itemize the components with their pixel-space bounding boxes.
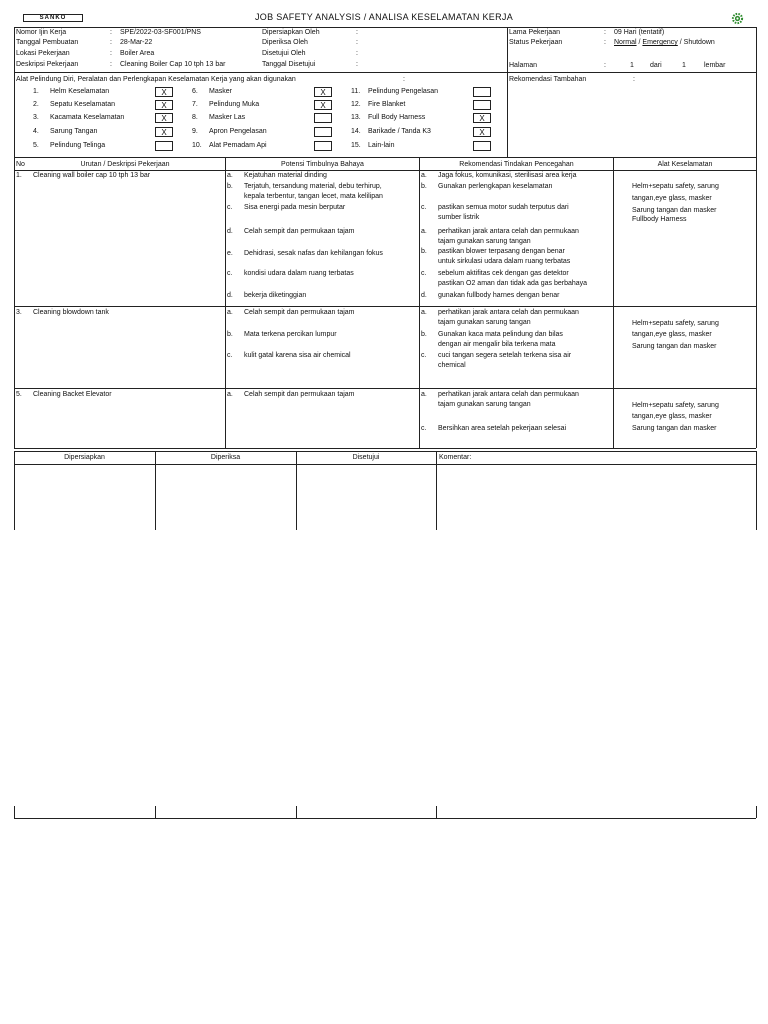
recommendation-key: a.	[421, 228, 427, 235]
recommendation-key: a.	[421, 391, 427, 398]
recommendation-text: chemical	[438, 362, 466, 369]
signoff-checked-header: Diperiksa	[210, 454, 241, 461]
safety-tool-text: Fullbody Harness	[632, 216, 687, 223]
col-header-hazard: Potensi Timbulnya Bahaya	[281, 161, 364, 168]
apd-checkbox: X	[155, 113, 173, 123]
apd-item-number: 10.	[192, 142, 202, 149]
apd-item-number: 9.	[192, 128, 198, 135]
hazard-text: Dehidrasi, sesak nafas dan kehilangan fokus	[244, 250, 383, 257]
apd-item-label: Full Body Harness	[368, 114, 426, 121]
row-number: 5.	[16, 391, 22, 398]
info-value: 09 Hari (tentatif)	[614, 29, 665, 36]
apd-item-number: 15.	[351, 142, 361, 149]
safety-tool-text: Sarung tangan dan masker	[632, 207, 717, 214]
recommendation-text: sumber listrik	[438, 214, 480, 221]
recommendation-text: gunakan fullbody harnes dengan benar	[438, 292, 560, 299]
apd-item-label: Fire Blanket	[368, 101, 406, 108]
gear-logo-icon	[731, 12, 744, 25]
rekomendasi-label: Rekomendasi Tambahan	[509, 76, 587, 83]
hazard-text: Mata terkena percikan lumpur	[244, 331, 337, 338]
recommendation-key: b.	[421, 183, 427, 190]
page-number: 1	[630, 62, 634, 69]
row-number: 3.	[16, 309, 22, 316]
recommendation-text: tajam gunakan sarung tangan	[438, 238, 531, 245]
status-normal: Normal	[614, 39, 637, 46]
apd-checkbox: X	[314, 87, 332, 97]
apd-item-number: 3.	[33, 114, 39, 121]
info-value: Cleaning Boiler Cap 10 tph 13 bar	[120, 61, 226, 68]
recommendation-text: dengan air mengalir bila terkena mata	[438, 341, 556, 348]
safety-tool-text: tangan,eye glass, masker	[632, 195, 712, 202]
hazard-key: c.	[227, 352, 233, 359]
info-label: Status Pekerjaan	[509, 39, 563, 46]
apd-item-number: 14.	[351, 128, 361, 135]
safety-tool-text: tangan,eye glass, masker	[632, 413, 712, 420]
signoff-prepared-header: Dipersiapkan	[64, 454, 105, 461]
recommendation-text: cuci tangan segera setelah terkena sisa air	[438, 352, 572, 359]
hazard-text: kepala terbentur, tangan lecet, mata kelilipan	[244, 193, 383, 200]
apd-item-label: Masker Las	[209, 114, 246, 121]
recommendation-text: pastikan O2 aman dan tidak ada gas berbahaya	[438, 280, 588, 287]
recommendation-key: c.	[421, 425, 427, 432]
hazard-key: e.	[227, 250, 233, 257]
info-label: Lama Pekerjaan	[509, 29, 560, 36]
apd-item-label: Sarung Tangan	[50, 128, 98, 135]
recommendation-key: c.	[421, 352, 427, 359]
info-value: SPE/2022-03-SF001/PNS	[120, 29, 201, 36]
hazard-key: a.	[227, 309, 233, 316]
apd-checkbox	[155, 141, 173, 151]
hazard-text: kondisi udara dalam ruang terbatas	[244, 270, 354, 277]
recommendation-text: untuk sirkulasi udara dalam ruang terbatas	[438, 258, 571, 265]
apd-item-number: 12.	[351, 101, 361, 108]
apd-heading: Alat Pelindung Diri, Peralatan dan Perlengkapan Keselamatan Kerja yang akan digunakan	[16, 76, 296, 83]
apd-item-label: Lain-lain	[368, 142, 395, 149]
safety-tool-text: tangan,eye glass, masker	[632, 331, 712, 338]
recommendation-key: a.	[421, 172, 427, 179]
recommendation-text: tajam gunakan sarung tangan	[438, 319, 531, 326]
apd-checkbox: X	[155, 127, 173, 137]
hazard-text: Celah sempit dan permukaan tajam	[244, 391, 355, 398]
hazard-key: c.	[227, 204, 233, 211]
info-label: Deskripsi Pekerjaan	[16, 61, 79, 68]
info-value: Boiler Area	[120, 50, 155, 57]
hazard-key: d.	[227, 228, 233, 235]
info-label: Halaman	[509, 62, 538, 69]
apd-checkbox	[314, 141, 332, 151]
status-emergency: Emergency	[642, 39, 678, 46]
apd-checkbox	[473, 141, 491, 151]
apd-checkbox	[314, 113, 332, 123]
hazard-key: b.	[227, 331, 233, 338]
apd-item-number: 6.	[192, 88, 198, 95]
recommendation-key: d.	[421, 292, 427, 299]
signoff-approved-header: Disetujui	[352, 454, 380, 461]
hazard-text: Sisa energi pada mesin berputar	[244, 204, 346, 211]
task-description: Cleaning blowdown tank	[33, 309, 109, 316]
apd-item-label: Apron Pengelasan	[209, 128, 267, 135]
hazard-key: a.	[227, 391, 233, 398]
task-description: Cleaning wall boiler cap 10 tph 13 bar	[33, 172, 151, 179]
info-label: Dipersiapkan Oleh	[262, 29, 320, 36]
company-logo: SANKO	[23, 14, 83, 22]
signoff-comment-header: Komentar:	[439, 454, 472, 461]
info-label: Disetujui Oleh	[262, 50, 306, 57]
recommendation-text: pastikan semua motor sudah terputus dari	[438, 204, 569, 211]
apd-checkbox: X	[473, 113, 491, 123]
task-description: Cleaning Backet Elevator	[33, 391, 112, 398]
recommendation-key: c.	[421, 204, 427, 211]
apd-checkbox: X	[155, 100, 173, 110]
apd-item-number: 8.	[192, 114, 198, 121]
apd-item-number: 4.	[33, 128, 39, 135]
col-header-recommendation: Rekomendasi Tindakan Pencegahan	[459, 161, 574, 168]
col-header-tools: Alat Keselamatan	[657, 161, 713, 168]
hazard-text: kulit gatal karena sisa air chemical	[244, 352, 351, 359]
hazard-key: b.	[227, 183, 233, 190]
page-total: 1	[682, 62, 686, 69]
apd-item-number: 2.	[33, 101, 39, 108]
hazard-text: Terjatuh, tersandung material, debu terhirup,	[244, 183, 382, 190]
document-title: JOB SAFETY ANALYSIS / ANALISA KESELAMATAN KERJA	[254, 12, 514, 22]
apd-item-number: 1.	[33, 88, 39, 95]
recommendation-text: pastikan blower terpasang dengan benar	[438, 248, 565, 255]
apd-item-label: Pelindung Pengelasan	[368, 88, 439, 95]
recommendation-key: a.	[421, 309, 427, 316]
row-number: 1.	[16, 172, 22, 179]
hazard-key: a.	[227, 172, 233, 179]
apd-checkbox: X	[314, 100, 332, 110]
apd-checkbox	[314, 127, 332, 137]
apd-item-number: 11.	[351, 88, 361, 95]
recommendation-text: perhatikan jarak antara celah dan permukaan	[438, 228, 579, 235]
apd-item-number: 13.	[351, 114, 361, 121]
recommendation-text: sebelum aktifitas cek dengan gas detektor	[438, 270, 569, 277]
apd-checkbox: X	[155, 87, 173, 97]
info-label: Lokasi Pekerjaan	[16, 50, 70, 57]
safety-tool-text: Helm+sepatu safety, sarung	[632, 402, 719, 409]
apd-item-label: Alat Pemadam Api	[209, 142, 267, 149]
recommendation-text: Bersihkan area setelah pekerjaan selesai	[438, 425, 567, 432]
col-header-desc: Urutan / Deskripsi Pekerjaan	[80, 161, 170, 168]
recommendation-key: b.	[421, 248, 427, 255]
info-label: Tanggal Pembuatan	[16, 39, 79, 46]
hazard-key: d.	[227, 292, 233, 299]
recommendation-key: b.	[421, 331, 427, 338]
recommendation-text: Gunakan kaca mata pelindung dan bilas	[438, 331, 563, 338]
apd-item-label: Pelindung Telinga	[50, 142, 106, 149]
info-label: Diperiksa Oleh	[262, 39, 308, 46]
safety-tool-text: Helm+sepatu safety, sarung	[632, 320, 719, 327]
hazard-text: Celah sempit dan permukaan tajam	[244, 309, 355, 316]
recommendation-text: Gunakan perlengkapan keselamatan	[438, 183, 553, 190]
info-label: Nomor Ijin Kerja	[16, 29, 67, 36]
apd-item-label: Pelindung Muka	[209, 101, 260, 108]
apd-item-label: Helm Keselamatan	[50, 88, 110, 95]
apd-item-label: Kacamata Keselamatan	[50, 114, 125, 121]
recommendation-text: tajam gunakan sarung tangan	[438, 401, 531, 408]
safety-tool-text: Sarung tangan dan masker	[632, 343, 717, 350]
apd-item-label: Barikade / Tanda K3	[368, 128, 431, 135]
info-value: 28-Mar-22	[120, 39, 153, 46]
apd-checkbox	[473, 87, 491, 97]
apd-checkbox	[473, 100, 491, 110]
recommendation-text: perhatikan jarak antara celah dan permukaan	[438, 309, 579, 316]
safety-tool-text: Sarung tangan dan masker	[632, 425, 717, 432]
safety-tool-text: Helm+sepatu safety, sarung	[632, 183, 719, 190]
status-options: Normal / Emergency / Shutdown	[614, 39, 715, 46]
apd-item-number: 5.	[33, 142, 39, 149]
hazard-key: c.	[227, 270, 233, 277]
recommendation-text: perhatikan jarak antara celah dan permukaan	[438, 391, 579, 398]
info-label: Tanggal Disetujui	[262, 61, 316, 68]
hazard-text: Celah sempit dan permukaan tajam	[244, 228, 355, 235]
apd-item-number: 7.	[192, 101, 198, 108]
recommendation-text: Jaga fokus, komunikasi, sterilisasi area kerja	[438, 172, 577, 179]
col-header-no: No	[16, 161, 25, 168]
hazard-text: bekerja diketinggian	[244, 292, 307, 299]
recommendation-key: c.	[421, 270, 427, 277]
hazard-text: Kejatuhan material dinding	[244, 172, 327, 179]
apd-item-label: Masker	[209, 88, 232, 95]
apd-item-label: Sepatu Keselamatan	[50, 101, 115, 108]
apd-checkbox: X	[473, 127, 491, 137]
